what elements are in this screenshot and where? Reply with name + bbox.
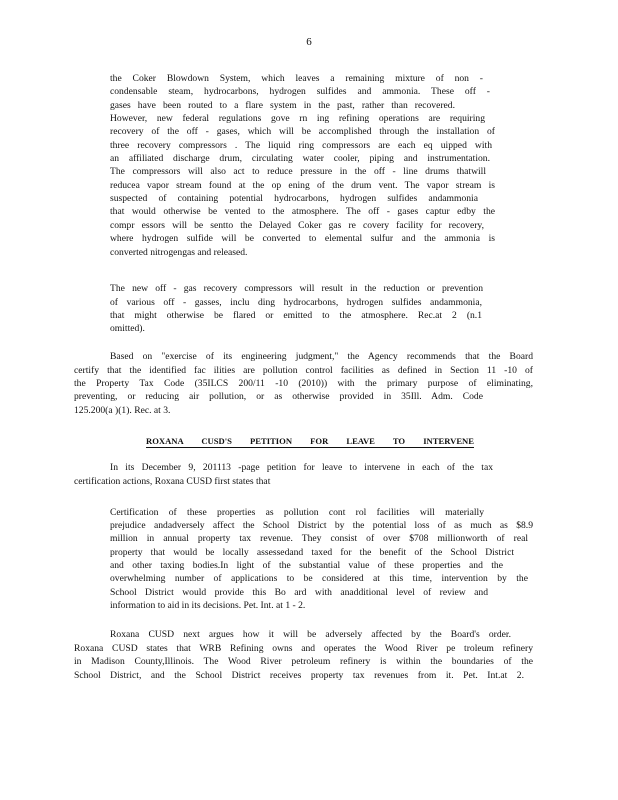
paragraph-line: certification actions, Roxana CUSD first states that (74, 476, 271, 487)
quote-line: overwhelming number of applications to be considered at this time, intervention by the (110, 573, 528, 584)
quote-line: omitted). (110, 323, 145, 334)
paragraph-line: Roxana CUSD next argues how it will be adversely affected by the Board's order. (110, 629, 511, 640)
quote-line: recovery of the off - gases, which will be accomplished through the installation of (110, 126, 495, 137)
quote-line: prejudice andadversely affect the School District by the potential loss of as much as $8.9 (110, 520, 533, 531)
paragraph-line: In its December 9, 201113 -page petition for leave to intervene in each of the tax (110, 462, 493, 473)
quote-line: reducea vapor stream found at the op ening of the drum vent. The vapor stream is (110, 180, 495, 191)
quote-line: gases have been routed to a flare system in the past, rather than recovered. (110, 100, 455, 111)
quote-line: that might otherwise be flared or emitted to the atmosphere. Rec.at 2 (n.1 (110, 310, 482, 321)
paragraph-line: the Property Tax Code (35ILCS 200/11 -10 (2010)) with the primary purpose of eliminating, (74, 378, 533, 389)
quote-line: that would otherwise be vented to the atmosphere. The off - gases captur edby the (110, 206, 495, 217)
quote-line: converted nitrogengas and released. (110, 247, 248, 258)
paragraph-line: Based on "exercise of its engineering judgment," the Agency recommends that the Board (110, 351, 533, 362)
quote-line: The compressors will also act to reduce pressure in the off - line drums thatwill (110, 166, 486, 177)
paragraph-line: 125.200(a )(1). Rec. at 3. (74, 405, 171, 416)
quote-line: information to aid in its decisions. Pet. Int. at 1 - 2. (110, 600, 306, 611)
quote-line: million in annual property tax revenue. They consist of over $708 millionworth of real (110, 533, 528, 544)
quote-line: of various off - gasses, inclu ding hydrocarbons, hydrogen sulfides andammonia, (110, 297, 482, 308)
page-number: 6 (306, 36, 312, 48)
quote-line: property that would be locally assessedand taxed for the benefit of the School District (110, 547, 514, 558)
quote-line: an affiliated discharge drum, circulating water cooler, piping and instrumentation. (110, 153, 490, 164)
quote-line: condensable steam, hydrocarbons, hydrogen sulfides and ammonia. These off - (110, 86, 490, 97)
paragraph-line: preventing, or reducing air pollution, or as otherwise provided in 35Ill. Adm. Code (74, 391, 483, 402)
quote-line: Certification of these properties as pollution cont rol facilities will materially (110, 507, 484, 518)
quote-line: the Coker Blowdown System, which leaves a remaining mixture of non - (110, 73, 483, 84)
quote-line: However, new federal regulations gove rn ing refining operations are requiring (110, 113, 485, 124)
quote-line: School District would provide this Bo ard with anadditional level of review and (110, 587, 488, 598)
quote-line: three recovery compressors . The liquid ring compressors are each eq uipped with (110, 140, 492, 151)
quote-line: where hydrogen sulfide will be converted to elemental sulfur and the ammonia is (110, 233, 495, 244)
section-heading: ROXANA CUSD'S PETITION FOR LEAVE TO INTERVENE (146, 436, 474, 446)
quote-line: The new off - gas recovery compressors will result in the reduction or prevention (110, 283, 483, 294)
quote-line: and other taxing bodies.In light of the substantial value of these properties and the (110, 560, 503, 571)
paragraph-line: in Madison County,Illinois. The Wood River petroleum refinery is within the boundaries of the (74, 656, 533, 667)
paragraph-line: School District, and the School District receives property tax revenues from it. Pet. Int.at 2. (74, 670, 524, 681)
quote-line: suspected of containing potential hydrocarbons, hydrogen sulfides andammonia (110, 193, 478, 204)
quote-line: compr essors will be sentto the Delayed Coker gas re covery facility for recovery, (110, 220, 484, 231)
paragraph-line: Roxana CUSD states that WRB Refining owns and operates the Wood River pe troleum refinery (74, 643, 533, 654)
paragraph-line: certify that the identified fac ilities are pollution control facilities as defined in Section 11 -10 of (74, 365, 533, 376)
